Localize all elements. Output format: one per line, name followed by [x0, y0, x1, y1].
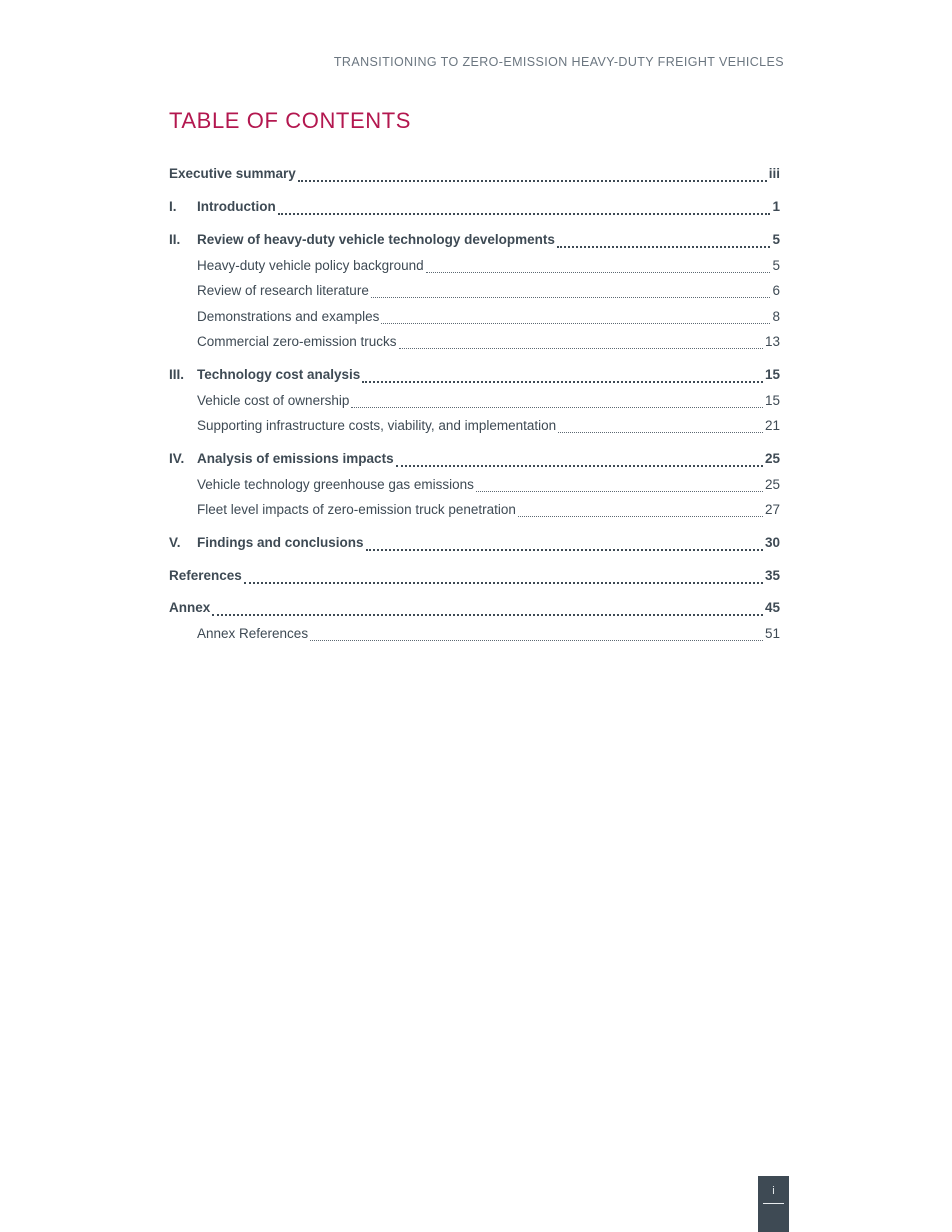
toc-subentry-research-literature[interactable] — [169, 283, 780, 303]
toc-entry-page: 21 — [764, 418, 780, 433]
toc-entry-title: Vehicle cost of ownership — [197, 393, 350, 408]
toc-dot-leader — [396, 451, 763, 471]
toc-entry-page: 45 — [764, 600, 780, 615]
toc-entry-findings[interactable] — [169, 535, 780, 555]
toc-dot-leader — [212, 600, 763, 620]
toc-entry-page: 8 — [772, 309, 780, 324]
toc-subentry-demonstrations[interactable] — [169, 309, 780, 329]
page-title: TABLE OF CONTENTS — [169, 108, 412, 133]
toc-entry-page: 5 — [772, 258, 780, 273]
toc-subentry-ghg-emissions[interactable] — [169, 477, 780, 497]
toc-subentry-commercial-trucks[interactable] — [169, 334, 780, 354]
toc-entry-page: 27 — [764, 502, 780, 517]
toc-subentry-annex-references[interactable] — [169, 626, 780, 646]
toc-entry-number: IV. — [169, 451, 185, 466]
toc-entry-title: Review of research literature — [197, 283, 369, 298]
toc-entry-title: Fleet level impacts of zero-emission truck penetration — [197, 502, 516, 517]
toc-entry-title: Executive summary — [169, 166, 296, 181]
toc-subentry-fleet-impacts[interactable] — [169, 502, 780, 522]
toc-dot-leader — [362, 367, 763, 387]
toc-dot-leader — [426, 258, 771, 278]
toc-dot-leader — [278, 199, 771, 219]
toc-entry-page: 5 — [772, 232, 780, 247]
toc-dot-leader — [244, 568, 763, 588]
toc-subentry-policy-background[interactable] — [169, 258, 780, 278]
toc-entry-number: V. — [169, 535, 181, 550]
toc-subentry-cost-of-ownership[interactable] — [169, 393, 780, 413]
toc-entry-title: Annex — [169, 600, 211, 615]
toc-entry-number: III. — [169, 367, 185, 382]
toc-entry-page: 1 — [772, 199, 780, 214]
toc-entry-emissions-impacts[interactable] — [169, 451, 780, 471]
toc-entry-title: Analysis of emissions impacts — [197, 451, 394, 466]
toc-entry-title: Technology cost analysis — [197, 367, 361, 382]
toc-entry-cost-analysis[interactable] — [169, 367, 780, 387]
toc-dot-leader — [518, 502, 763, 522]
toc-entry-page: 51 — [764, 626, 780, 641]
toc-dot-leader — [476, 477, 763, 497]
toc-entry-page: 15 — [764, 393, 780, 408]
toc-entry-page: 30 — [764, 535, 780, 550]
page-number: i — [772, 1185, 775, 1197]
running-header: TRANSITIONING TO ZERO-EMISSION HEAVY-DUTY FREIGHT VEHICLES — [333, 55, 784, 69]
toc-dot-leader — [558, 418, 763, 438]
toc-dot-leader — [298, 166, 767, 186]
toc-entry-page: 15 — [764, 367, 780, 382]
toc-dot-leader — [310, 626, 763, 646]
toc-dot-leader — [557, 232, 771, 252]
toc-entry-page: 13 — [764, 334, 780, 349]
toc-entry-title: Findings and conclusions — [197, 535, 364, 550]
toc-dot-leader — [366, 535, 763, 555]
page-number-tab — [758, 1176, 789, 1232]
toc-entry-title: Heavy-duty vehicle policy background — [197, 258, 424, 273]
toc-entry-annex[interactable] — [169, 600, 780, 620]
toc-dot-leader — [351, 393, 763, 413]
toc-entry-title: Introduction — [197, 199, 276, 214]
toc-entry-page: 25 — [764, 451, 780, 466]
toc-entry-title: Commercial zero-emission trucks — [197, 334, 397, 349]
toc-dot-leader — [381, 309, 770, 329]
toc-entry-executive-summary[interactable] — [169, 166, 780, 186]
toc-entry-page: iii — [768, 166, 780, 181]
toc-entry-title: References — [169, 568, 242, 583]
toc-entry-page: 25 — [764, 477, 780, 492]
toc-entry-introduction[interactable] — [169, 199, 780, 219]
toc-entry-technology-review[interactable] — [169, 232, 780, 252]
toc-entry-page: 6 — [772, 283, 780, 298]
toc-entry-title: Review of heavy-duty vehicle technology developments — [197, 232, 555, 247]
toc-entry-title: Annex References — [197, 626, 309, 641]
toc-entry-number: II. — [169, 232, 181, 247]
toc-entry-references[interactable] — [169, 568, 780, 588]
toc-entry-page: 35 — [764, 568, 780, 583]
toc-entry-title: Demonstrations and examples — [197, 309, 380, 324]
toc-entry-number: I. — [169, 199, 177, 214]
toc-entry-title: Supporting infrastructure costs, viability, and implementation — [197, 418, 557, 433]
toc-entry-title: Vehicle technology greenhouse gas emissions — [197, 477, 474, 492]
toc-dot-leader — [371, 283, 771, 303]
toc-subentry-infrastructure-costs[interactable] — [169, 418, 780, 438]
toc-dot-leader — [399, 334, 763, 354]
page-number-rule — [763, 1203, 784, 1204]
